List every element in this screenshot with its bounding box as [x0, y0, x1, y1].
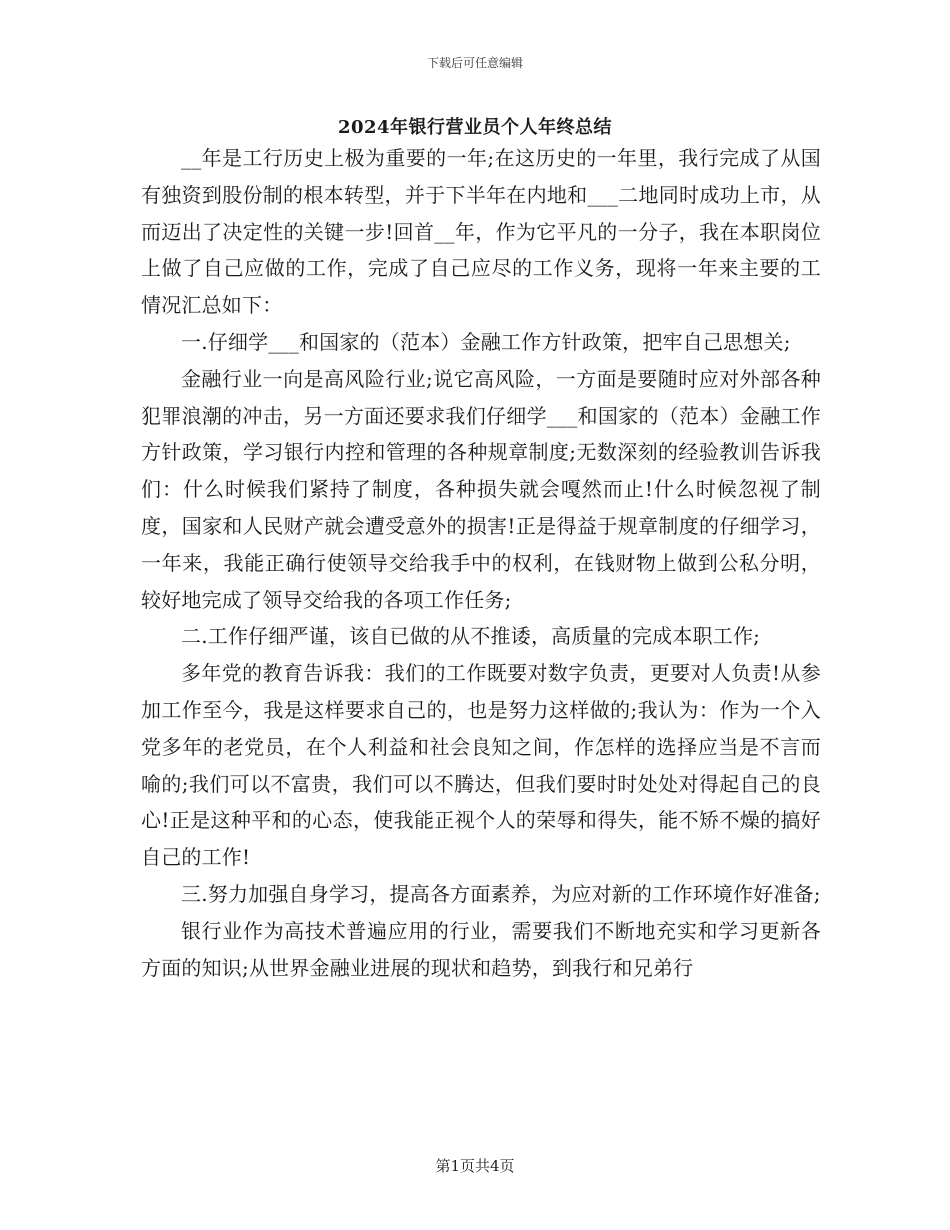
- document-title: 2024年银行营业员个人年终总结: [337, 117, 613, 138]
- paragraph-section-two-body: 多年党的教育告诉我：我们的工作既要对数字负责，更要对人负责!从参加工作至今，我是这样要求自己的，也是努力这样做的;我认为：作为一个入党多年的老党员，在个人利益和社会良知之间，作怎样的选择应当是不言而喻的;我们可以不富贵，我们可以不腾达，但我们要时时处处对得起自己的良心!正是这种平和的心态，使我能正视个人的荣辱和得失，能不矫不燥的搞好自己的工作!: [141, 661, 821, 870]
- paragraph-intro: __年是工行历史上极为重要的一年;在这历史的一年里，我行完成了从国有独资到股份制的根本转型，并于下半年在内地和___二地同时成功上市，从而迈出了决定性的关键一步!回首__年，作为它平凡的一分子，我在本职岗位上做了自己应做的工作，完成了自己应尽的工作义务，现将一年来主要的工情况汇总如下：: [141, 146, 821, 318]
- page-number-footer: 第1页共4页: [435, 1157, 515, 1175]
- paragraph-section-three-body: 银行业作为高技术普遍应用的行业，需要我们不断地充实和学习更新各方面的知识;从世界金融业进展的现状和趋势，到我行和兄弟行: [141, 918, 821, 980]
- document-body: [141, 140, 821, 986]
- header-note: 下载后可任意编辑: [426, 56, 523, 70]
- paragraph-section-two-heading: 二.工作仔细严谨，该自已做的从不推诿，高质量的完成本职工作;: [181, 624, 761, 649]
- paragraph-section-one-heading: 一.仔细学___和国家的（范本）金融工作方针政策，把牢自己思想关;: [181, 329, 791, 354]
- paragraph-section-one-body: 金融行业一向是高风险行业;说它高风险，一方面是要随时应对外部各种犯罪浪潮的冲击，另一方面还要求我们仔细学___和国家的（范本）金融工作方针政策，学习银行内控和管理的各种规章制度;无数深刻的经验教训告诉我们：什么时候我们紧持了制度，各种损失就会嘎然而止!什么时候忽视了制度，国家和人民财产就会遭受意外的损害!正是得益于规章制度的仔细学习，一年来，我能正确行使领导交给我手中的权利，在钱财物上做到公私分明，较好地完成了领导交给我的各项工作任务;: [141, 366, 821, 612]
- paragraph-section-three-heading: 三.努力加强自身学习，提高各方面素养，为应对新的工作环境作好准备;: [181, 881, 821, 906]
